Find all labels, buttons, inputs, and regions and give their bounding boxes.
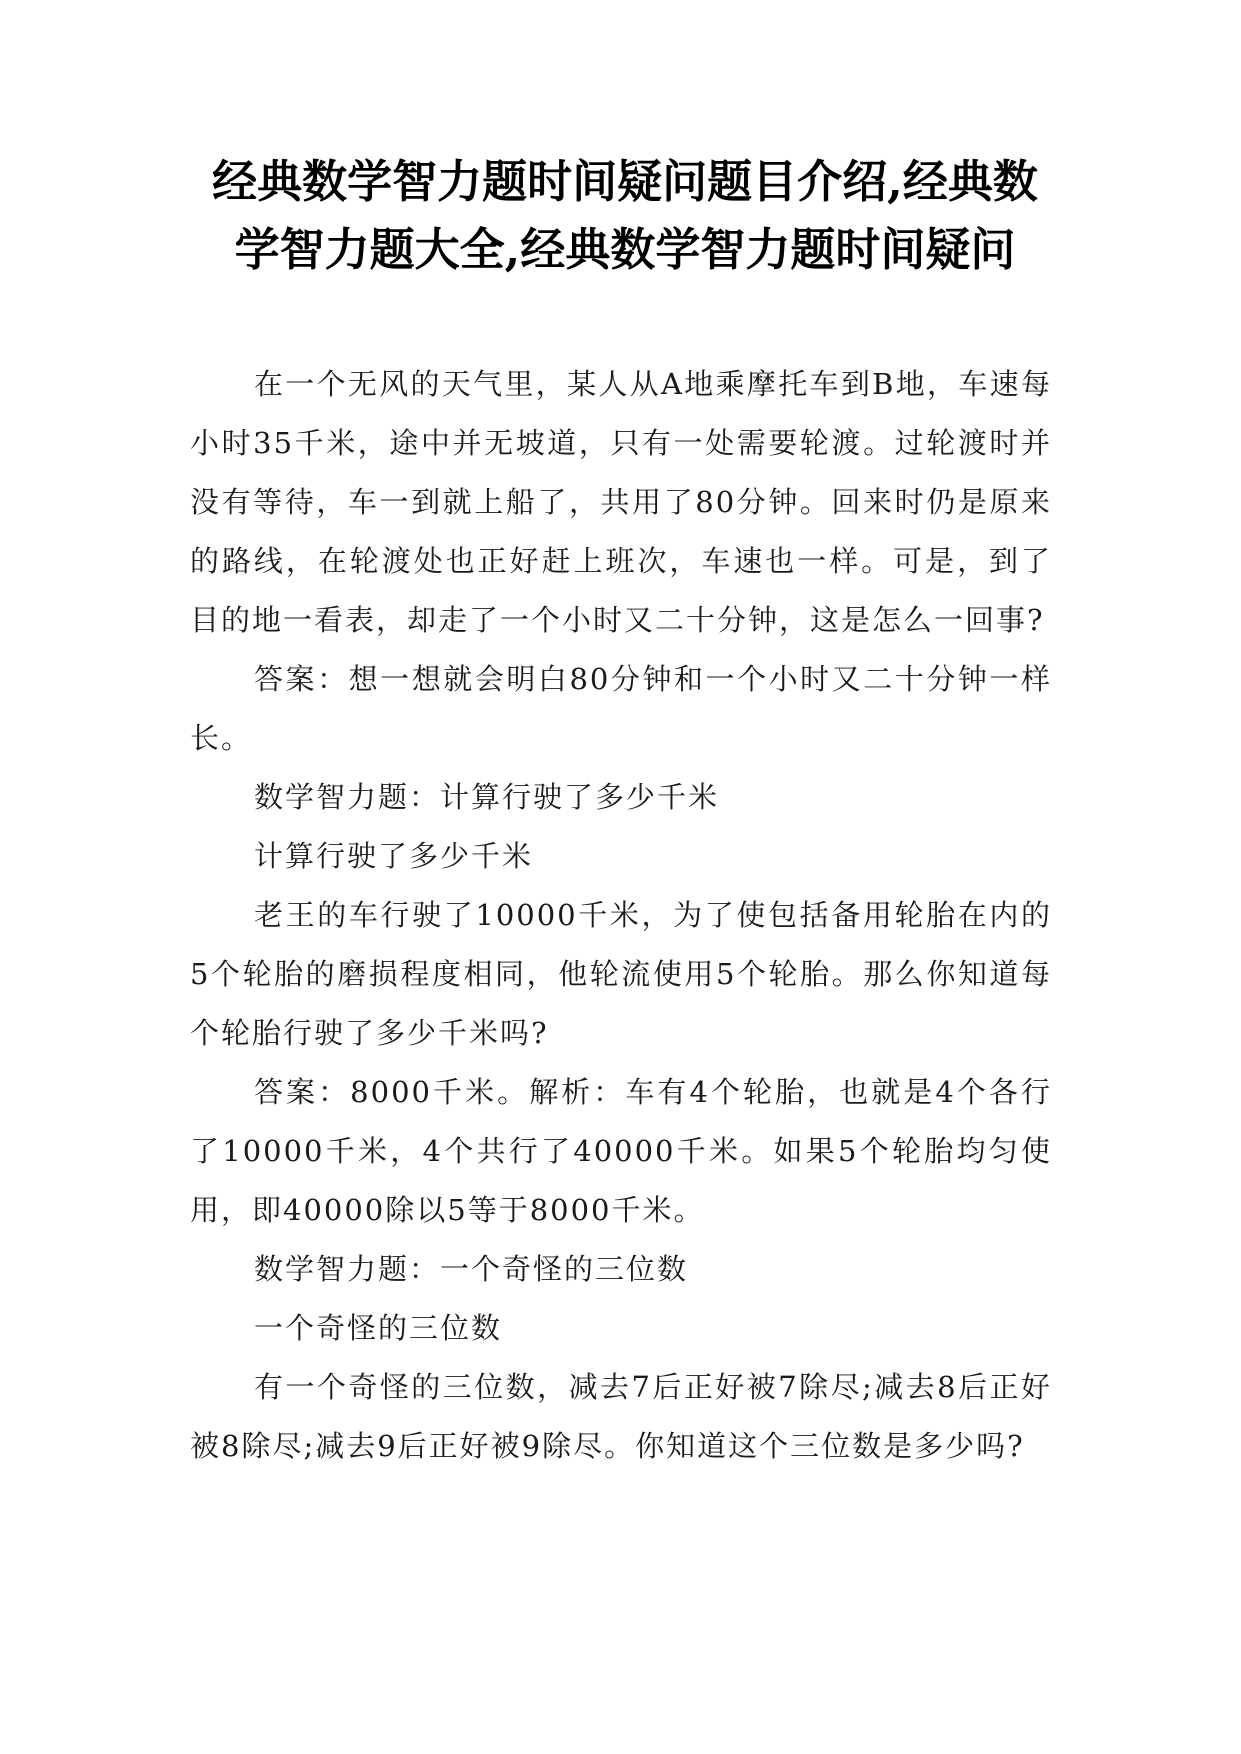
paragraph-answer-tires: 答案：8000千米。解析：车有4个轮胎，也就是4个各行了10000千米，4个共行了40000千米。如果5个轮胎均匀使用，即40000除以5等于8000千米。 [190, 1075, 1052, 1227]
section-heading-three-digit: 数学智力题：一个奇怪的三位数 [254, 1252, 689, 1286]
document-title: 经典数学智力题时间疑问题目介绍,经典数学智力题大全,经典数学智力题时间疑问 [212, 155, 1038, 276]
document-body [190, 355, 1052, 1476]
paragraph-answer-ferry: 答案：想一想就会明白80分钟和一个小时又二十分钟一样长。 [190, 662, 1052, 755]
paragraph-question-ferry: 在一个无风的天气里，某人从A地乘摩托车到B地，车速每小时35千米，途中并无坡道，只有一处需要轮渡。过轮渡时并没有等待，车一到就上船了，共用了80分钟。回来时仍是原来的路线，在轮渡处也正好赶上班次，车速也一样。可是，到了目的地一看表，却走了一个小时又二十分钟，这是怎么一回事? [190, 367, 1052, 637]
section-heading-distance: 数学智力题：计算行驶了多少千米 [254, 780, 720, 814]
subheading-three-digit: 一个奇怪的三位数 [254, 1311, 503, 1345]
paragraph-question-three-digit: 有一个奇怪的三位数，减去7后正好被7除尽;减去8后正好被8除尽;减去9后正好被9除尽。你知道这个三位数是多少吗? [190, 1370, 1052, 1463]
subheading-distance: 计算行驶了多少千米 [254, 839, 534, 873]
paragraph-question-tires: 老王的车行驶了10000千米，为了使包括备用轮胎在内的5个轮胎的磨损程度相同，他轮流使用5个轮胎。那么你知道每个轮胎行驶了多少千米吗? [190, 898, 1052, 1050]
